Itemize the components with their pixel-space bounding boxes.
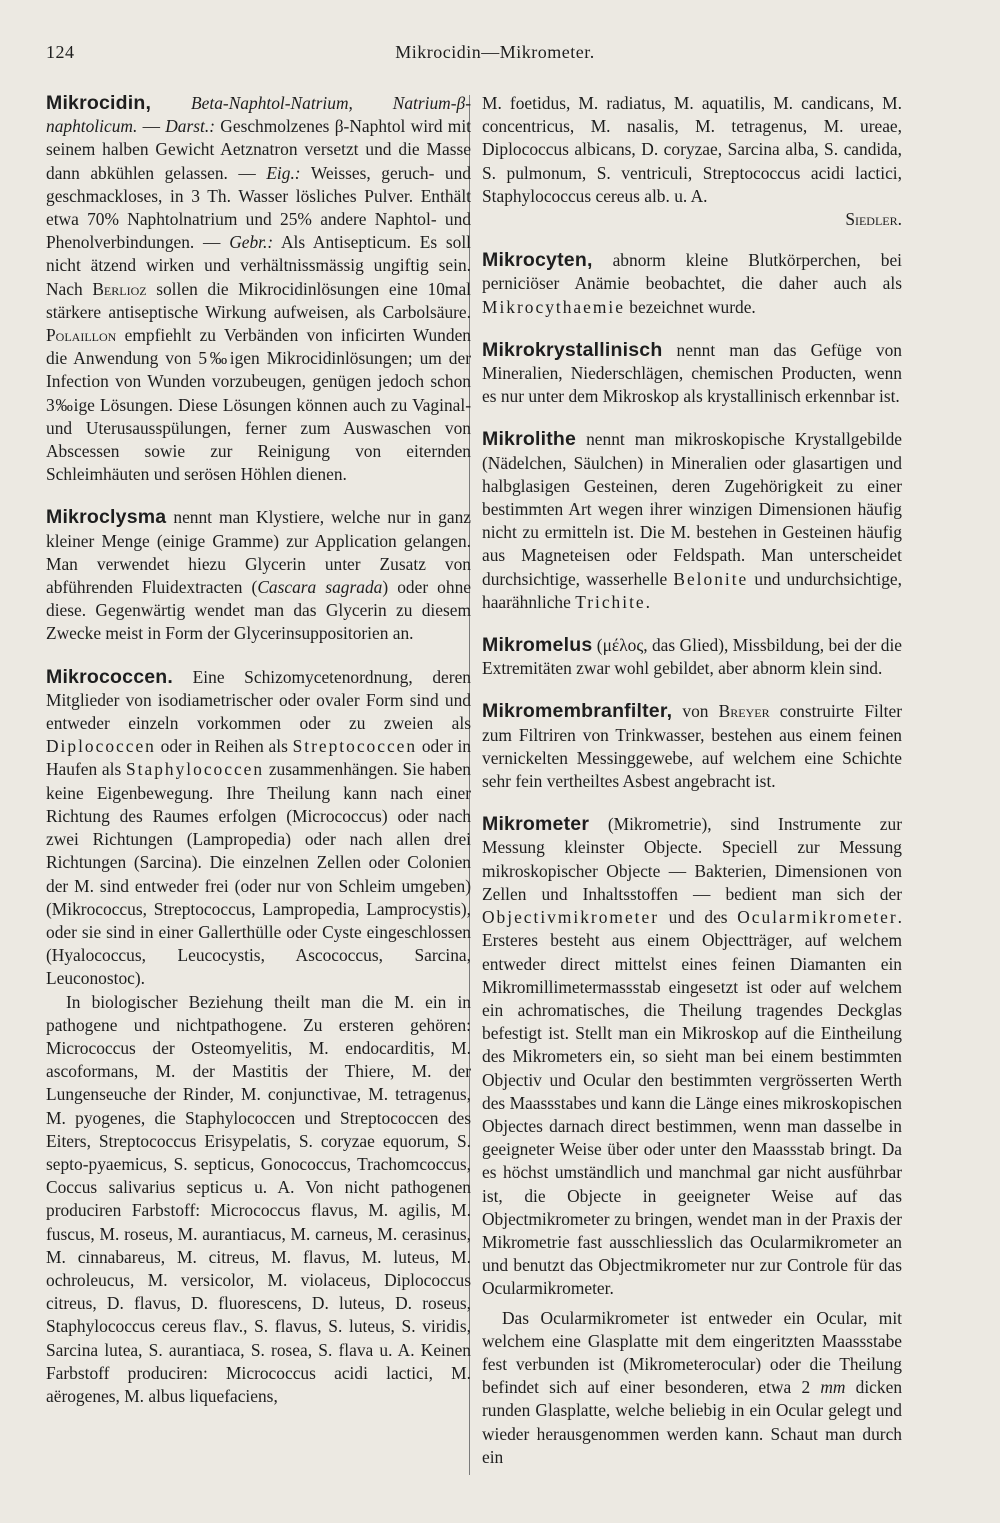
body-text: dicken runden Glasplatte, welche beliebig in ein Ocular gelegt und wieder herausgenommen werden kann. Schaut man durch ein (482, 1377, 903, 1467)
label-darst: Darst.: (165, 116, 216, 137)
spaced-term: Streptococcen (292, 736, 418, 757)
body-text: nennt man mikroskopische Krystallgebilde (Nädelchen, Säulchen) in Mineralien oder glasartigen und halbglasigen Gesteinen, deren Zugehörigkeit zu einer bestimmten Art wegen ihrer winzigen Dimensionen häufig nicht zu ermitteln ist. Die M. bestehen in Gesteinen häufig aus Magneteisen oder Feldspath. Man unterscheidet durchsichtige, wasserhelle (482, 429, 902, 589)
headword: Mikrokrystallinisch (482, 338, 663, 361)
body-text: und undurchsichtige, haarähnliche (482, 568, 902, 612)
entry-mikrolithe (482, 428, 902, 614)
italic-term: Cascara sagrada (257, 577, 383, 598)
body-text: ) oder ohne diese. Gegenwärtig wendet man das Glycerin zu diesem Zwecke meist in Form der Glycerinsuppositorien an. (46, 577, 471, 644)
headword: Mikrococcen. (46, 665, 174, 688)
author-name: Polaillon (46, 325, 117, 346)
body-text: abnorm kleine Blutkörperchen, bei perniciöser Anämie beobachtet, die daher auch als (482, 250, 902, 294)
author-name: Berlioz (92, 278, 147, 299)
spaced-term: Mikrocythaemie (482, 296, 625, 317)
entry-mikroclysma (46, 506, 471, 645)
body-text: oder in Reihen als (155, 736, 293, 757)
synonyms: Beta-Naphtol-Natrium, Natrium-β-naphtolicum. (46, 93, 471, 137)
author-name: Breyer (718, 701, 770, 722)
spaced-term: Trichite (575, 591, 646, 612)
body-text: M. foetidus, M. radiatus, M. aquatilis, M. candicans, M. concentricus, M. nasalis, M. tetragenus, M. ureae, Diplococcus albicans, D. coryzae, Sarcina alba, S. candida, S. pulmonum, S. ventriculi, Streptococcus acidi lactici, Staphylococcus cereus alb. u. A. (482, 93, 902, 206)
body-text: (μέλος, das Glied), Missbildung, bei der die Extremitäten zwar wohl gebildet, aber abnorm klein sind. (482, 635, 902, 679)
running-head: Mikrocidin—Mikrometer. (395, 42, 595, 62)
body-text: Eine Schizomycetenordnung, deren Mitglieder von isodiametrischer oder ovaler Form sind und entweder einzeln vorkommen oder zu zweien als (46, 666, 471, 734)
page-header (46, 42, 904, 72)
paragraph (46, 666, 471, 991)
right-column (482, 92, 902, 1489)
body-text: nennt man Klystiere, welche nur in ganz kleiner Menge (einige Gramme) zur Application gelangen. Man verwendet hiezu Glycerin unter Zusatz von abführenden Fluidextracten ( (46, 507, 471, 598)
body-text: (Mikrometrie), sind Instrumente zur Messung kleinster Objecte. Speciell zur Messung mikroskopischer Objecte — Bakterien, Dimensionen von Zellen und Inhaltsstoffen — bedient man sich der (482, 814, 902, 904)
dash: — (137, 116, 166, 137)
body-text: und des (659, 907, 738, 928)
label-gebr: Gebr.: (229, 232, 274, 253)
entry-mikrokrystallinisch (482, 339, 902, 409)
text-eig: Weisses, geruch- und geschmackloses, in 3 Th. Wasser lösliches Pulver. Enthält etwa 70% Naphtolnatrium und 25% andere Naphtol- und Phenolverbindungen. — (46, 162, 471, 253)
body-text: zusammenhängen. Sie haben keine Eigenbewegung. Ihre Theilung kann nach einer Richtung des Raumes erfolgen (Micrococcus) oder nach zwei Richtungen (Lampropedia) oder nach allen drei Richtungen (Sarcina). Die einzelnen Zellen oder Colonien der M. sind entweder frei (oder nur von Schleim umgeben) (Mikrococcus, Streptococcus, Lampropedia, Lamprocystis), oder sie sind in einer Gallerthülle oder Cyste eingeschlossen (Hyalococcus, Leucocystis, Ascococcus, Sarcina, Leuconostoc). (46, 759, 471, 989)
left-column (46, 92, 471, 1428)
body-text: empfiehlt zu Verbänden von inficirten Wunden die Anwendung von 5‰igen Mikrocidinlösungen; um der Infection von Wunden vorzubeugen, genügen jedoch schon 3‰ige Lösungen. Diese Lösungen können auch zu Vaginal- und Uterusausspülungen, ferner zum Auswaschen von Abscessen sowie zur Reinigung von eiternden Schleimhäuten und serösen Höhlen dienen. (46, 325, 471, 485)
spaced-term: Staphylococcen (125, 759, 265, 780)
entry-continuation (482, 92, 902, 231)
entry-mikrocyten (482, 249, 902, 319)
headword: Mikrolithe (482, 428, 577, 451)
label-eig: Eig.: (266, 162, 301, 183)
headword: Mikromembranfilter, (482, 700, 673, 723)
headword: Mikrocidin, (46, 92, 152, 114)
headword: Mikrocyten, (482, 249, 593, 272)
headword: Mikromelus (482, 634, 593, 657)
body-text: construirte Filter zum Filtriren von Trinkwasser, bestehen aus einem feinen vernickelten Messinggewebe, auf welchem eine Schichte sehr fein vertheiltes Asbest angebracht ist. (482, 701, 902, 792)
spaced-term: Ocularmikrometer (737, 907, 898, 928)
spaced-term: Belonite (673, 568, 749, 589)
body-text: bezeichnet wurde. (624, 296, 756, 317)
body-text: nennt man das Gefüge von Mineralien, Niederschlägen, chemischen Producten, wenn es nur unter dem Mikroskop als krystallinisch erkennbar ist. (482, 339, 902, 407)
unit: mm (820, 1377, 846, 1398)
entry-mikrocidin (46, 92, 471, 486)
paragraph: In biologischer Beziehung theilt man die M. ein in pathogene und nichtpathogene. Zu ersteren gehören: Micrococcus der Osteomyelitis, M. endocarditis, M. ascoformans, M. der Mastitis der Thiere, M. der Lungenseuche der Rinder, M. conjunctivae, M. tetragenus, M. pyogenes, die Staphylococcen und Streptococcen des Eiters, Streptococcus Erisypelatis, S. coryzae equorum, S. septo-pyaemicus, S. septicus, Gonococcus, Trachomcoccus, Coccus salivarius septicus u. A. Von nicht pathogenen produciren Farbstoff: Micrococcus flavus, M. agilis, M. fuscus, M. roseus, M. aurantiacus, M. carneus, M. cerasinus, M. cinnabareus, M. citreus, M. flavus, M. luteus, M. ochroleucus, M. versicolor, M. violaceus, Diplococcus citreus, D. flavus, D. fluorescens, D. luteus, D. roseus, Staphylococcus cereus flav., S. flavus, S. luteus, S. viridis, Sarcina lutea, S. aurantiaca, S. rosea, S. flava u. A. Keinen Farbstoff produciren: Micrococcus acidi lactici, M. aërogenes, M. albus liquefaciens, (46, 991, 471, 1406)
entry-mikromembranfilter (482, 700, 902, 793)
page-number: 124 (46, 42, 75, 62)
headword: Mikrometer (482, 813, 590, 836)
paragraph (482, 813, 902, 1300)
paragraph (482, 1307, 902, 1469)
text-darst: Geschmolzenes β-Naphtol wird mit seinem halben Gewicht Aetznatron versetzt und die Masse dann abkühlen gelassen. — (46, 116, 471, 183)
headword: Mikroclysma (46, 506, 167, 529)
author-signature: Siedler. (845, 209, 902, 230)
body-text: . Ersteres besteht aus einem Objectträger, auf welchem entweder direct mittelst eines feinen Diamanten ein Mikromillimetermassstab eingesetzt ist oder auf welchem ein achromatisches, die Theilung tragendes Deckglas befestigt ist. Stellt man ein Mikroskop auf die Eintheilung des Mikrometers ein, so sieht man bei einem bestimmten Objectiv und Ocular den bestimmten vergrösserten Werth des Maassstabes und kann die Länge eines mikroskopischen Objectes darnach direct bestimmen, wenn man dasselbe in geeigneter Weise über oder unter den Maassstab bringt. Da es höchst umständlich und manchmal gar nicht ausführbar ist, die Objecte in geeigneter Weise auf das Objectmikrometer zu bringen, wendet man in der Praxis der Mikrometrie fast ausschliesslich das Ocularmikrometer an und benutzt das Objectmikrometer nur zur Controle für das Ocularmikrometer. (482, 907, 902, 1299)
spaced-term: Objectivmikrometer (482, 907, 660, 928)
entry-mikrometer (482, 813, 902, 1469)
body-text: von (672, 701, 719, 722)
entry-mikromelus (482, 634, 902, 680)
body-text: sollen die Mikrocidinlösungen eine 10mal stärkere antiseptische Wirkung aufweisen, als Carbolsäure. (46, 278, 471, 322)
entry-mikrococcen (46, 666, 471, 1409)
body-text: . (645, 591, 650, 612)
spaced-term: Diplococcen (46, 736, 156, 757)
body-text: Das Ocularmikrometer ist entweder ein Ocular, mit welchem eine Glasplatte mit dem eingeritzten Maassstabe fest verbunden ist (Mikrometerocular) oder die Theilung befindet sich auf einer besonderen, etwa 2 (482, 1307, 902, 1398)
text-gebr: Als Antisepticum. Es soll nicht ätzend wirken und verhältnissmässig ungiftig sein. Nach (46, 232, 471, 299)
body-text: oder in Haufen als (46, 736, 471, 780)
